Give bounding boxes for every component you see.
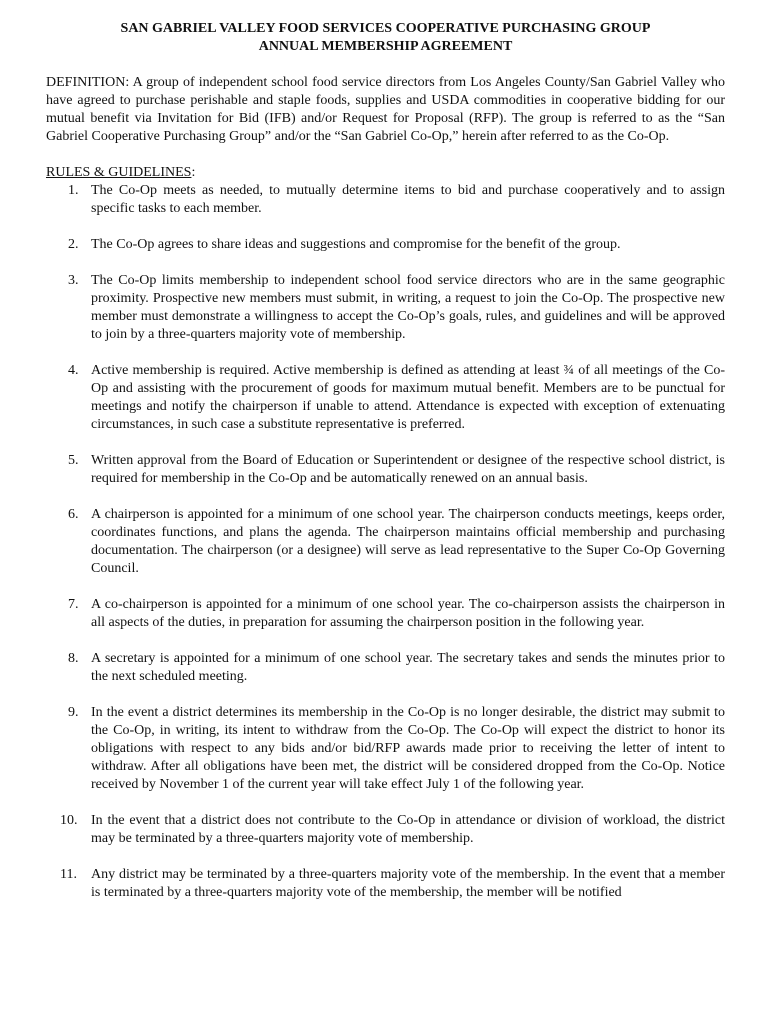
rule-text: The Co-Op limits membership to independent school food service directors who are in the same geographic proximity. Prospective new members must submit, in writing, a request to join the Co-Op. The prospective new member must demonstrate a willingness to accept the Co-Op’s goals, rules, and guidelines and will be approved to join by a three-quarters majority vote of membership.	[91, 273, 725, 342]
rule-item	[46, 182, 725, 218]
rule-item	[46, 704, 725, 794]
rule-text: Any district may be terminated by a three-quarters majority vote of the membership. In the event that a member is terminated by a three-quarters majority vote of the membership, the member will be notified	[91, 867, 725, 900]
rule-item	[46, 812, 725, 848]
rule-item	[46, 236, 725, 254]
rule-text: In the event that a district does not contribute to the Co-Op in attendance or division of workload, the district may be terminated by a three-quarters majority vote of membership.	[91, 813, 725, 846]
rule-number: 4.	[68, 363, 79, 378]
rules-list	[46, 182, 725, 902]
rule-number: 2.	[68, 237, 79, 252]
rule-number: 5.	[68, 453, 79, 468]
rule-text: A secretary is appointed for a minimum of one school year. The secretary takes and sends the minutes prior to the next scheduled meeting.	[91, 651, 725, 684]
rule-item	[46, 650, 725, 686]
rule-number: 6.	[68, 507, 79, 522]
rule-item	[46, 272, 725, 344]
rule-number: 7.	[68, 597, 79, 612]
rule-text: The Co-Op agrees to share ideas and suggestions and compromise for the benefit of the group.	[91, 237, 621, 252]
definition-paragraph: DEFINITION: A group of independent school food service directors from Los Angeles County/San Gabriel Valley who have agreed to purchase perishable and staple foods, supplies and USDA commodities in cooperative bidding for our mutual benefit via Invitation for Bid (IFB) and/or Request for Proposal (RFP). The group is referred to as the “San Gabriel Cooperative Purchasing Group” and/or the “San Gabriel Co-Op,” herein after referred to as the Co-Op.	[46, 75, 725, 144]
rule-number: 8.	[68, 651, 79, 666]
rule-item	[46, 866, 725, 902]
rule-number: 10.	[60, 813, 78, 828]
rule-number: 1.	[68, 183, 79, 198]
rule-text: Active membership is required. Active membership is defined as attending at least ¾ of all meetings of the Co-Op and assisting with the procurement of goods for maximum mutual benefit. Members are to be punctual for meetings and notify the chairperson if unable to attend. Attendance is expected with exception of extenuating circumstances, in such case a substitute representative is preferred.	[91, 363, 725, 432]
title-line-1: SAN GABRIEL VALLEY FOOD SERVICES COOPERATIVE PURCHASING GROUP	[120, 21, 651, 36]
title-line-2: ANNUAL MEMBERSHIP AGREEMENT	[258, 39, 513, 54]
rules-heading: RULES & GUIDELINES	[46, 165, 192, 180]
rule-item	[46, 506, 725, 578]
rule-text: In the event a district determines its membership in the Co-Op is no longer desirable, the district may submit to the Co-Op, in writing, its intent to withdraw from the Co-Op. The Co-Op will expect the district to honor its obligations with respect to any bids and/or bid/RFP awards made prior to receiving the letter of intent to withdraw. After all obligations have been met, the district will be considered dropped from the Co-Op. Notice received by November 1 of the current year will take effect July 1 of the following year.	[91, 705, 725, 792]
rule-text: The Co-Op meets as needed, to mutually determine items to bid and purchase cooperatively and to assign specific tasks to each member.	[91, 183, 725, 216]
rule-text: Written approval from the Board of Education or Superintendent or designee of the respective school district, is required for membership in the Co-Op and be automatically renewed on an annual basis.	[91, 453, 725, 486]
rule-number: 3.	[68, 273, 79, 288]
rules-heading-wrap	[46, 164, 725, 182]
rule-number: 11.	[60, 867, 77, 882]
document-title	[46, 20, 725, 56]
rules-heading-colon: :	[191, 165, 196, 180]
rule-item	[46, 452, 725, 488]
rule-number: 9.	[68, 705, 79, 720]
rule-text: A chairperson is appointed for a minimum of one school year. The chairperson conducts meetings, keeps order, coordinates functions, and plans the agenda. The chairperson maintains official membership and purchasing documentation. The chairperson (or a designee) will serve as lead representative to the Super Co-Op Governing Council.	[91, 507, 725, 576]
rule-item	[46, 596, 725, 632]
rule-text: A co-chairperson is appointed for a minimum of one school year. The co-chairperson assists the chairperson in all aspects of the duties, in preparation for assuming the chairperson position in the following year.	[91, 597, 725, 630]
rule-item	[46, 362, 725, 434]
